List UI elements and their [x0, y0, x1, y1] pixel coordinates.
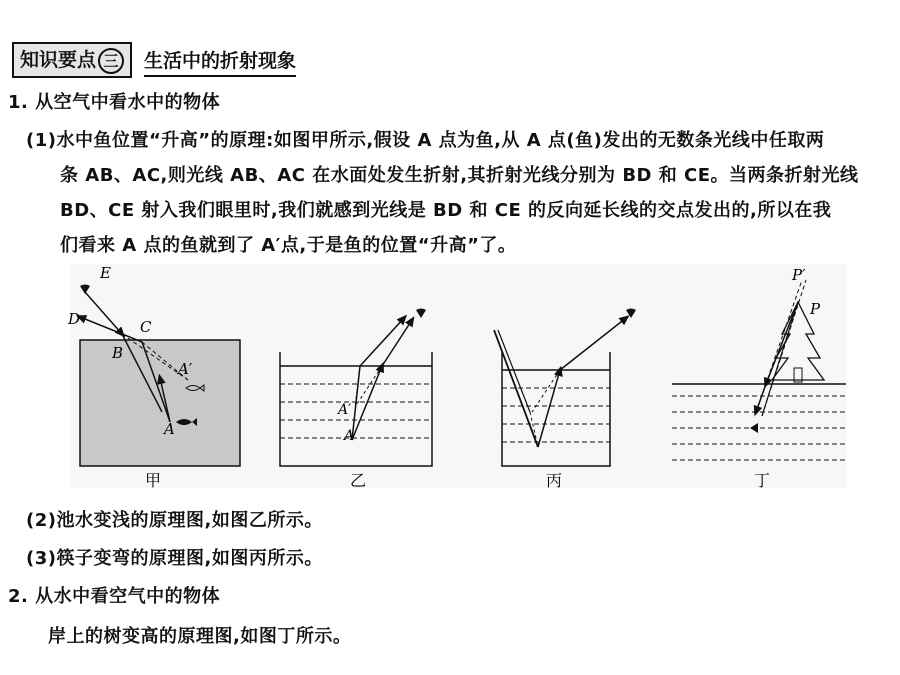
label-B: B	[112, 344, 124, 362]
label-D: D	[68, 310, 81, 328]
section-badge	[12, 42, 132, 78]
badge-number: 三	[98, 48, 124, 74]
caption-yi: 乙	[350, 471, 367, 490]
section-heading-1: 1. 从空气中看水中的物体	[8, 92, 221, 113]
item-3: (3)筷子变弯的原理图,如图丙所示。	[26, 548, 323, 569]
item-2: (2)池水变浅的原理图,如图乙所示。	[26, 510, 323, 531]
section-heading-2: 2. 从水中看空气中的物体	[8, 586, 221, 607]
label-A-yi: A	[344, 428, 355, 444]
label-C: C	[140, 318, 152, 336]
label-P: P	[810, 300, 821, 318]
caption-ding: 丁	[754, 471, 771, 490]
paragraph-line-4: 们看来 A 点的鱼就到了 A′点,于是鱼的位置“升高”了。	[60, 235, 517, 256]
badge-text: 知识要点	[20, 49, 97, 71]
paragraph-line-3: BD、CE 射入我们眼里时,我们就感到光线是 BD 和 CE 的反向延长线的交点发出的,所以在我	[60, 200, 832, 221]
paragraph-line-2: 条 AB、AC,则光线 AB、AC 在水面处发生折射,其折射光线分别为 BD 和 CE。当两条折射光线	[60, 165, 859, 186]
label-A-prime-yi: A′	[338, 402, 352, 418]
label-E: E	[100, 264, 111, 282]
label-P-prime: P′	[792, 266, 806, 284]
refraction-figure	[60, 262, 850, 492]
section-title: 生活中的折射现象	[144, 46, 296, 77]
caption-jia: 甲	[145, 471, 162, 490]
section2-text: 岸上的树变高的原理图,如图丁所示。	[48, 626, 352, 647]
caption-bing: 丙	[546, 471, 563, 490]
paragraph-line-1: (1)水中鱼位置“升高”的原理:如图甲所示,假设 A 点为鱼,从 A 点(鱼)发出的无数条光线中任取两	[26, 130, 825, 151]
label-A-prime: A′	[178, 360, 193, 378]
label-A: A	[164, 420, 175, 438]
